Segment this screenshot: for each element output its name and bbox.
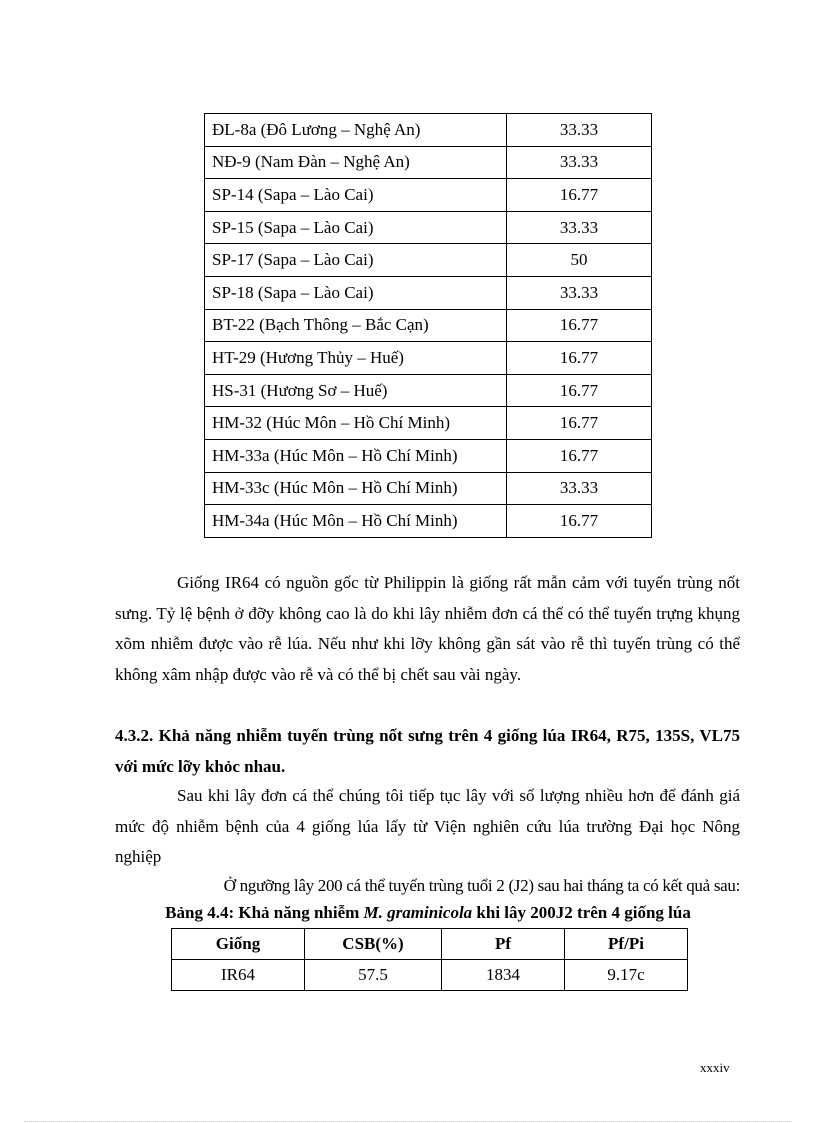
paragraph-method-text: Sau khi lây đơn cá thể chúng tôi tiếp tục lây với số lượng nhiều hơn để đánh giá mức độ nhiễm bệnh của 4 giống lúa lấy từ Viện nghiên cứu lúa trường Đại học Nông nghiệp bbox=[115, 786, 740, 867]
page-bottom-divider bbox=[24, 1121, 792, 1122]
caption-suffix: khi lây 200J2 trên 4 giống lúa bbox=[472, 903, 691, 922]
locality-label-cell: SP-18 (Sapa – Lào Cai) bbox=[205, 276, 507, 309]
infection-table-body bbox=[172, 960, 688, 991]
locality-label-cell: BT-22 (Bạch Thông – Bắc Cạn) bbox=[205, 309, 507, 342]
locality-value-cell: 33.33 bbox=[507, 276, 652, 309]
paragraph-threshold: Ở ngưỡng lây 200 cá thể tuyến trùng tuổi 2 (J2) sau hai tháng ta có kết quả sau: bbox=[223, 876, 740, 895]
locality-table-row bbox=[205, 244, 652, 277]
locality-label-cell: HM-34a (Húc Môn – Hồ Chí Minh) bbox=[205, 505, 507, 538]
locality-value-cell: 16.77 bbox=[507, 342, 652, 375]
caption-prefix: Bảng 4.4: Khả năng nhiễm bbox=[165, 903, 364, 922]
infection-table-header bbox=[172, 929, 688, 960]
infection-table-cell: IR64 bbox=[172, 960, 305, 991]
locality-label-cell: NĐ-9 (Nam Đàn – Nghệ An) bbox=[205, 146, 507, 179]
infection-table-row bbox=[172, 960, 688, 991]
locality-label-cell: HS-31 (Hương Sơ – Huế) bbox=[205, 374, 507, 407]
locality-table bbox=[204, 113, 652, 538]
locality-table-row bbox=[205, 505, 652, 538]
infection-table bbox=[171, 928, 688, 991]
locality-table-row bbox=[205, 276, 652, 309]
page-number: xxxiv bbox=[700, 1060, 730, 1075]
paragraph-ir64 bbox=[115, 568, 740, 690]
locality-value-cell: 16.77 bbox=[507, 179, 652, 212]
infection-table-cell: 9.17c bbox=[565, 960, 688, 991]
locality-label-cell: ĐL-8a (Đô Lương – Nghệ An) bbox=[205, 114, 507, 147]
paragraph-method bbox=[115, 781, 740, 873]
locality-label-cell: HM-33c (Húc Môn – Hồ Chí Minh) bbox=[205, 472, 507, 505]
locality-table-body bbox=[205, 114, 652, 538]
locality-value-cell: 50 bbox=[507, 244, 652, 277]
infection-table-cell: 57.5 bbox=[305, 960, 442, 991]
locality-label-cell: SP-15 (Sapa – Lào Cai) bbox=[205, 211, 507, 244]
locality-table-row bbox=[205, 439, 652, 472]
infection-table-header-cell: Giống bbox=[172, 929, 305, 960]
locality-table-row bbox=[205, 309, 652, 342]
locality-table-row bbox=[205, 374, 652, 407]
locality-label-cell: HT-29 (Hương Thủy – Huế) bbox=[205, 342, 507, 375]
locality-label-cell: HM-32 (Húc Môn – Hồ Chí Minh) bbox=[205, 407, 507, 440]
infection-table-header-cell: Pf/Pi bbox=[565, 929, 688, 960]
locality-value-cell: 33.33 bbox=[507, 146, 652, 179]
locality-value-cell: 33.33 bbox=[507, 114, 652, 147]
locality-table-row bbox=[205, 114, 652, 147]
infection-table-header-cell: Pf bbox=[442, 929, 565, 960]
locality-value-cell: 33.33 bbox=[507, 211, 652, 244]
locality-value-cell: 33.33 bbox=[507, 472, 652, 505]
locality-label-cell: HM-33a (Húc Môn – Hồ Chí Minh) bbox=[205, 439, 507, 472]
locality-value-cell: 16.77 bbox=[507, 374, 652, 407]
locality-table-row bbox=[205, 472, 652, 505]
table-caption bbox=[0, 901, 816, 925]
locality-label-cell: SP-17 (Sapa – Lào Cai) bbox=[205, 244, 507, 277]
locality-value-cell: 16.77 bbox=[507, 309, 652, 342]
paragraph-ir64-text: Giống IR64 có nguồn gốc từ Philippin là giống rất mẫn cảm với tuyến trùng nốt sưng. Tỷ lệ bệnh ở đỡy không cao là do khi lây nhiễm đơn cá thể có thể tuyến trựng khụng xõm nhiễm được vào rễ lúa. Nếu như khi lỡy không gần sát vào rễ thì tuyến trùng có thể không xâm nhập được vào rễ và có thể bị chết sau vài ngày. bbox=[115, 573, 740, 684]
locality-table-row bbox=[205, 179, 652, 212]
section-heading-4-3-2: 4.3.2. Khả năng nhiễm tuyến trùng nốt sưng trên 4 giống lúa IR64, R75, 135S, VL75 với mức lỡy khỏc nhau. bbox=[115, 726, 740, 776]
infection-table-cell: 1834 bbox=[442, 960, 565, 991]
locality-value-cell: 16.77 bbox=[507, 505, 652, 538]
locality-table-row bbox=[205, 146, 652, 179]
locality-table-row bbox=[205, 211, 652, 244]
locality-table-row bbox=[205, 407, 652, 440]
locality-value-cell: 16.77 bbox=[507, 407, 652, 440]
caption-species: M. graminicola bbox=[363, 903, 473, 922]
locality-label-cell: SP-14 (Sapa – Lào Cai) bbox=[205, 179, 507, 212]
infection-table-header-cell: CSB(%) bbox=[305, 929, 442, 960]
locality-table-row bbox=[205, 342, 652, 375]
locality-value-cell: 16.77 bbox=[507, 439, 652, 472]
